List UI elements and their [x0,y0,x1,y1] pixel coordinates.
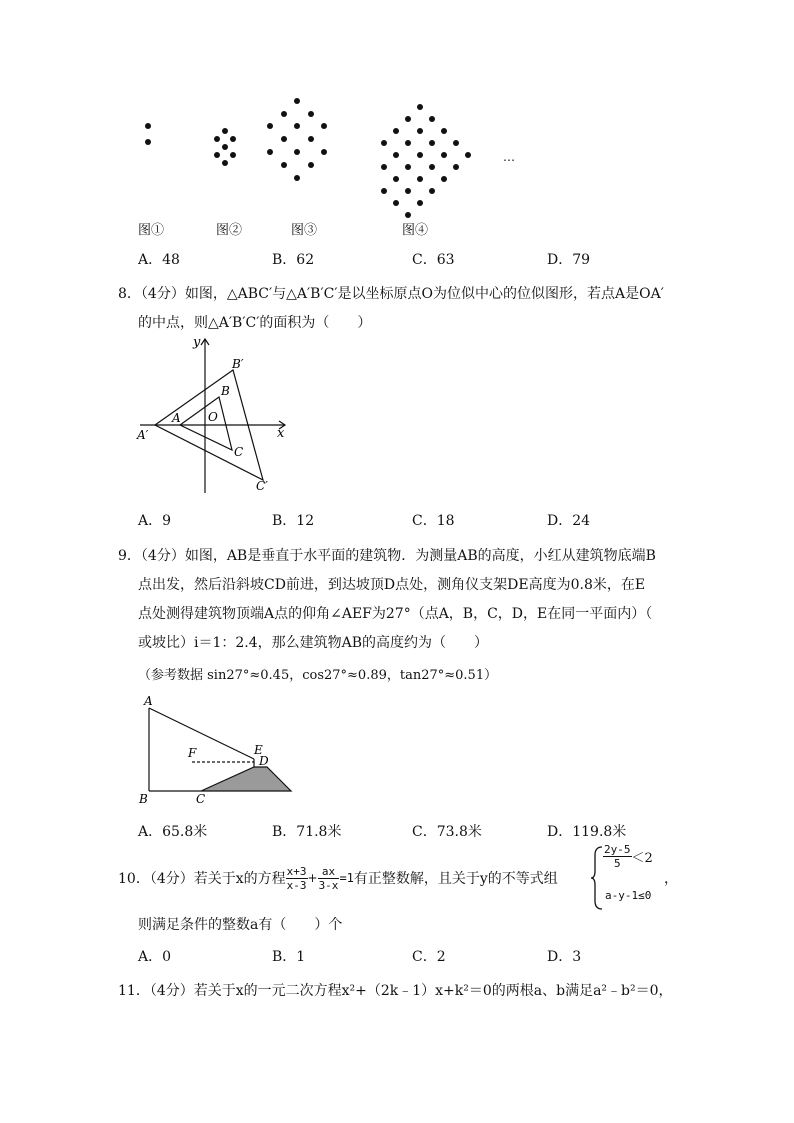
dot [294,98,300,104]
q8-figure-svg [135,333,295,495]
q8-stem-line-1: 8．（4分）如图，△ABC′与△A′B′C′是以坐标原点O为位似中心的位似图形，若点A是OA′ [118,286,664,302]
dot [222,160,228,166]
dot [145,139,151,145]
q10-option-c: C．2 [412,949,446,965]
label-y: y [193,335,201,350]
q10-inequality-2: a-y-1≤0 [605,889,652,902]
dot [405,140,411,146]
dot [308,136,314,142]
q10-inequality-1-fraction [603,843,632,870]
label-b: B [221,384,230,398]
dot [417,152,423,158]
dot [405,116,411,122]
q8-figure [135,333,295,495]
dot [214,136,220,142]
q10-middle: 有正整数解，且关于y的不等式组 [353,871,558,887]
label-b-prime: B′ [232,357,244,371]
dot [381,140,387,146]
label-b: B [139,792,148,805]
q10-fraction-2-denominator: 3-x [318,878,339,892]
q7-dot-patterns-svg [130,95,530,240]
dot [145,123,151,129]
dot [405,188,411,194]
slope-cd [201,767,291,791]
q10-comma: ， [664,871,678,887]
q7-option-a: A．48 [138,252,180,268]
dot [381,188,387,194]
dot [417,200,423,206]
dot [417,104,423,110]
dot [230,152,236,158]
dot [321,149,327,155]
q10-stem-line-2: 则满足条件的整数a有（ ）个 [138,917,343,933]
q8-option-b: B．12 [272,513,315,529]
q10-inequality-1-numerator: 2y-5 [604,843,631,856]
q11-stem-line-1: 11．（4分）若关于x的一元二次方程x²+（2k﹣1）x+k²＝0的两根a、b满足a²﹣b²＝0， [118,983,673,999]
dot [441,128,447,134]
dot [405,212,411,218]
q9-option-a: A．65.8米 [138,824,208,840]
q7-ellipsis: … [503,150,515,164]
q9-figure-svg [135,693,300,805]
q7-figure-label-4: 图④ [402,223,429,238]
q9-reference-data: （参考数据 sin27°≈0.45，cos27°≈0.89，tan27°≈0.51） [138,668,498,683]
q9-stem-line-2: 点出发，然后沿斜坡CD前进，到达坡顶D点处，测角仪支架DE高度为0.8米，在E [138,577,646,593]
q10-fraction-2-numerator: ax [318,865,340,879]
sight-line-ae [149,708,254,759]
dot [453,140,459,146]
q10-inequality-1-denominator: 5 [613,857,621,870]
q10-fraction-1-numerator: x+3 [286,864,307,878]
q9-stem-line-1: 9．（4分）如图，AB是垂直于水平面的建筑物．为测量AB的高度，小红从建筑物底端B [118,548,656,564]
dot [321,123,327,129]
q10-option-b: B．1 [272,949,306,965]
q7-figure-label-2: 图② [216,223,243,238]
label-e: E [254,743,263,757]
q8-stem-line-2: 的中点，则△A′B′C′的面积为（ ） [138,315,372,331]
dot [214,152,220,158]
q7-option-c: C．63 [412,252,455,268]
q9-stem-line-3: 点处测得建筑物顶端A点的仰角∠AEF为27°（点A，B，C，D，E在同一平面内）（ [138,606,653,622]
dot [230,136,236,142]
dot [294,149,300,155]
dot [465,152,471,158]
dot [267,149,273,155]
dot [453,164,459,170]
q9-option-d: D．119.8米 [547,824,627,840]
dot [417,176,423,182]
dot [405,164,411,170]
label-c: C [196,792,206,805]
label-o: O [208,410,218,424]
dot [441,176,447,182]
label-a: A [172,411,181,425]
dot [441,152,447,158]
dot [281,136,287,142]
q10-prefix: 10．（4分）若关于x的方程 [118,871,286,887]
dot [417,128,423,134]
q10-option-a: A．0 [138,949,172,965]
label-c-prime: C′ [256,479,268,493]
q7-figure-label-1: 图① [138,223,165,238]
brace-icon [590,845,604,911]
q7-option-b: B．62 [272,252,315,268]
q10-inequality-1-relation: ＜2 [631,851,653,866]
label-a: A [144,694,153,708]
dot [429,140,435,146]
label-a-prime: A′ [137,428,149,442]
dot [308,111,314,117]
dot [281,111,287,117]
dot [308,162,314,168]
dot [393,152,399,158]
q10-fraction-1-denominator: x-3 [286,878,307,892]
dot [294,123,300,129]
q9-option-c: C．73.8米 [412,824,482,840]
q10-equals: =1 [339,871,354,885]
dot [393,200,399,206]
dot [281,162,287,168]
dot [222,128,228,134]
q10-inequality-1 [603,843,653,870]
dot [381,164,387,170]
q9-stem-line-4: 或坡比）i＝1：2.4，那么建筑物AB的高度约为（ ） [138,635,489,651]
q8-option-a: A．9 [138,513,172,529]
label-x: x [277,426,285,441]
q10-inequality-system [590,843,670,913]
q10-option-d: D．3 [547,949,582,965]
q10-plus: + [307,871,318,885]
q9-option-b: B．71.8米 [272,824,342,840]
label-c: C [234,445,244,459]
label-d: D [259,754,269,768]
q7-figure-label-3: 图③ [291,223,318,238]
dot [294,175,300,181]
q7-dot-figure [130,95,530,240]
dot [429,188,435,194]
dot [393,176,399,182]
q10-fraction-1 [286,865,308,892]
dot [267,123,273,129]
q8-option-c: C．18 [412,513,455,529]
dot [429,116,435,122]
q7-option-d: D．79 [547,252,591,268]
q8-option-d: D．24 [547,513,591,529]
q10-fraction-2 [318,865,340,892]
q10-stem-line-1 [118,858,558,898]
dot [222,144,228,150]
dot [429,164,435,170]
dot [393,128,399,134]
q9-figure [135,693,300,805]
label-f: F [188,746,197,760]
